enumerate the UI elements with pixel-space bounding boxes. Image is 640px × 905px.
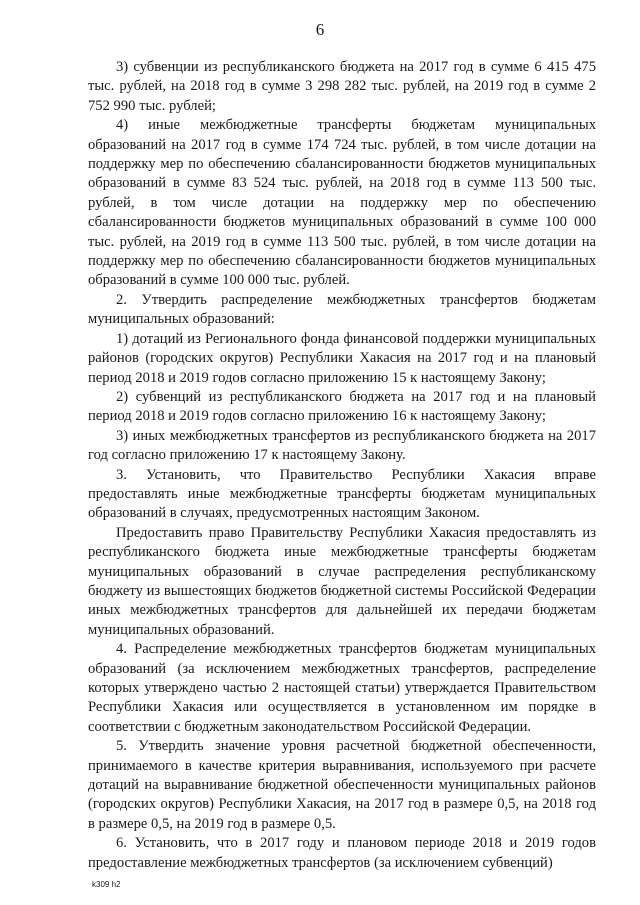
paragraph-other-transfers: 4) иные межбюджетные трансферты бюджетам муниципальных образований на 2017 год в сумме 174 724 тыс. рублей, в том числе дотации на поддержку мер по обеспечению сбалансированности бюджетов муниципальных образований в сумме 83 524 тыс. рублей, на 2018 год в сумме 113 500 тыс. рублей, в том числе дотации на поддержку мер по обеспечению сбалансированности бюджетов муниципальных образований в сумме 100 000 тыс. рублей, на 2019 год в сумме 113 500 тыс. рублей, в том числе дотации на поддержку мер по обеспечению сбалансированности бюджетов муниципальных образований в сумме 100 000 тыс. рублей. (88, 117, 596, 289)
paragraph-subventions: 3) субвенции из республиканского бюджета на 2017 год в сумме 6 415 475 тыс. рублей, на 2018 год в сумме 3 298 282 тыс. рублей, на 2019 год в сумме 2 752 990 тыс. рублей; (88, 59, 596, 114)
paragraph-provision-2017: 6. Установить, что в 2017 году и плановом периоде 2018 и 2019 годов предоставление межбюджетных трансфертов (за исключением субвенций) (88, 835, 596, 871)
paragraph-grant-right: Предоставить право Правительству Республики Хакасия предоставлять из республиканского бюджета иные межбюджетные трансферты бюджетам муниципальных образований в случае распределения республиканскому бюджету из вышестоящих бюджетов бюджетной системы Российской Федерации иных межбюджетных трансфертов для дальнейшей их передачи бюджетам муниципальных образований. (88, 524, 596, 638)
paragraph-other-transfers-list: 3) иных межбюджетных трансфертов из республиканского бюджета на 2017 год согласно приложению 17 к настоящему Закону. (88, 427, 596, 464)
footer-code: k309 h2 (92, 880, 121, 889)
paragraph-dotations-list: 1) дотаций из Регионального фонда финансовой поддержки муниципальных районов (городских округов) Республики Хакасия на 2017 год и на плановый период 2018 и 2019 годов согласно приложению 15 к настоящему Закону; (88, 330, 596, 386)
paragraph-equalization-level: 5. Утвердить значение уровня расчетной бюджетной обеспеченности, принимаемого в качестве критерия выравнивания, используемого при расчете дотаций на выравнивание бюджетной обеспеченности муниципальных районов (городских округов) Республики Хакасия, на 2017 год в размере 0,5, на 2018 год в размере 0,5, на 2019 год в размере 0,5. (88, 738, 596, 832)
paragraph-approve-distribution: 2. Утвердить распределение межбюджетных трансфертов бюджетам муниципальных образований: (88, 291, 596, 328)
page-number: 6 (315, 20, 325, 39)
paragraph-distribution-approval: 4. Распределение межбюджетных трансфертов бюджетам муниципальных образований (за исключением межбюджетных трансфертов, распределение которых утверждено частью 2 настоящей статьи) утверждается Правительством Республики Хакасия или осуществляется в установленном им порядке в соответствии с бюджетным законодательством Российской Федерации. (88, 641, 596, 735)
document-body (88, 58, 596, 873)
paragraph-government-right: 3. Установить, что Правительство Республики Хакасия вправе предоставлять иные межбюджетные трансферты бюджетам муниципальных образований в случаях, предусмотренных настоящим Законом. (88, 466, 596, 522)
paragraph-subventions-list: 2) субвенций из республиканского бюджета на 2017 год и на плановый период 2018 и 2019 годов согласно приложению 16 к настоящему Закону; (88, 388, 596, 425)
